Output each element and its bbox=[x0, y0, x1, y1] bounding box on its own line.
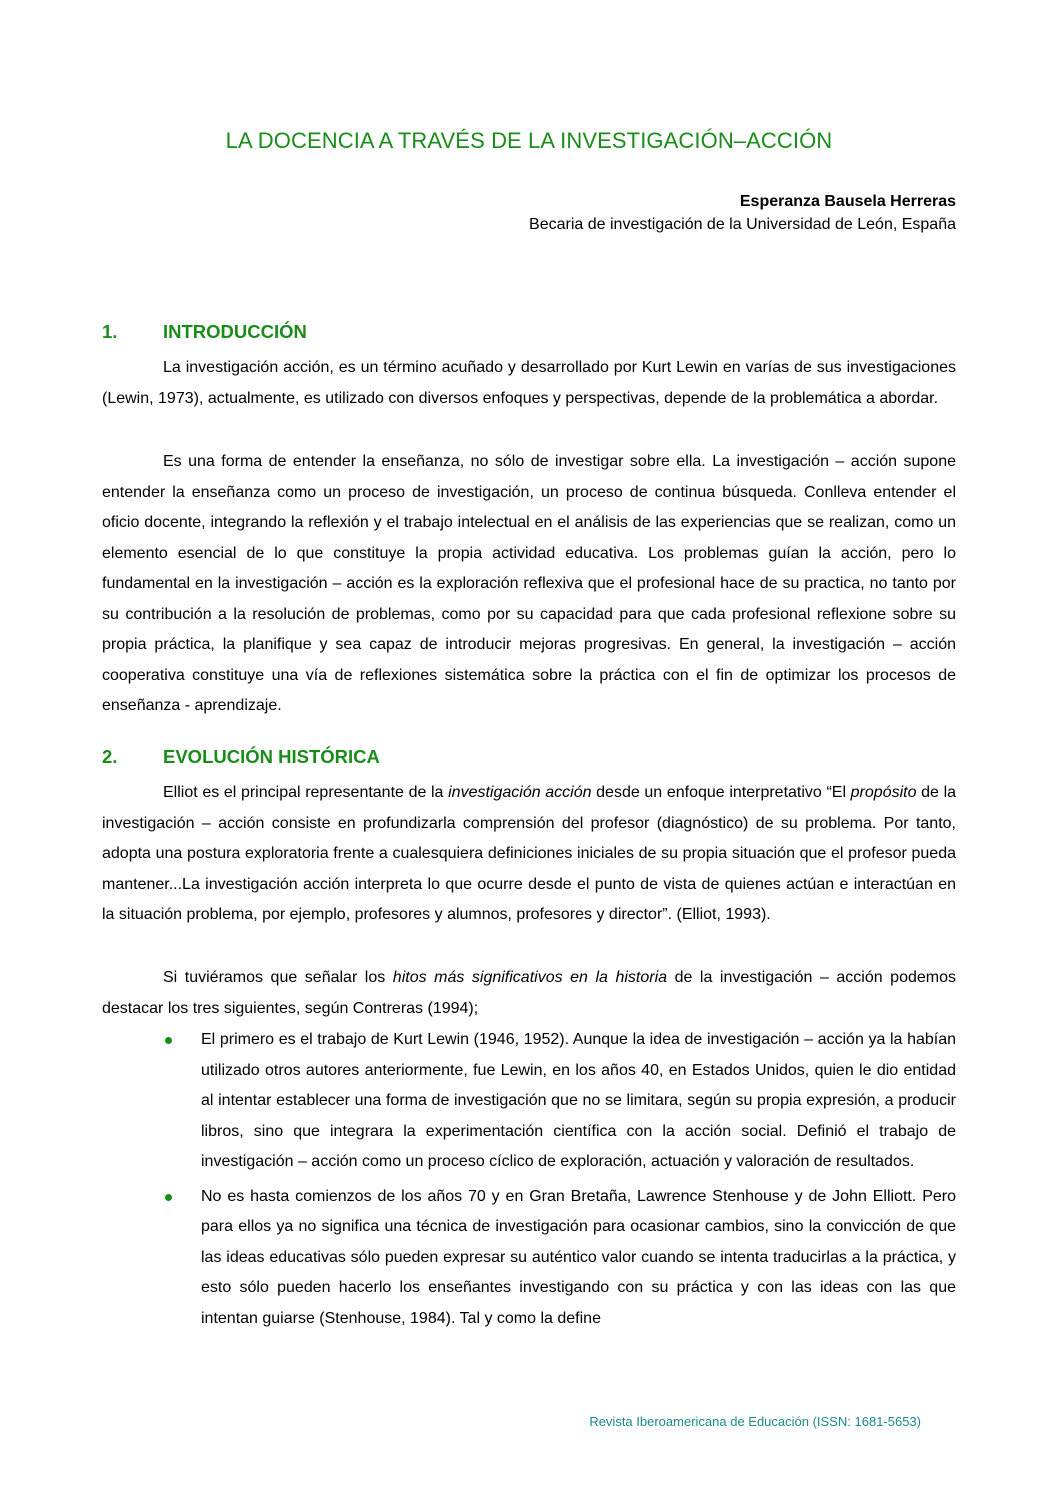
intro-paragraph-2 bbox=[102, 447, 956, 722]
bullet-icon bbox=[165, 1194, 172, 1201]
document-title: LA DOCENCIA A TRAVÉS DE LA INVESTIGACIÓN–ACCIÓN bbox=[225, 128, 833, 153]
evolucion-paragraph-1 bbox=[102, 778, 956, 931]
list-item-text: No es hasta comienzos de los años 70 y en Gran Bretaña, Lawrence Stenhouse y de John Elliott. Pero para ellos ya no significa una técnica de investigación para ocasionar cambios, sino la convicción de que las ideas educativas sólo pueden expresar su auténtico valor cuando se intenta traducirlas a la práctica, y esto sólo pueden hacerlo los enseñantes investigando con su práctica y con las ideas con las que intentan guiarse (Stenhouse, 1984). Tal y como la define bbox=[201, 1187, 956, 1327]
italic-term: hitos más significativos en la historia bbox=[392, 969, 668, 986]
milestones-list bbox=[160, 1025, 956, 1338]
list-item bbox=[160, 1182, 956, 1335]
author-block bbox=[529, 190, 956, 236]
text-run: de la investigación – acción consiste en profundizarla comprensión del profesor (diagnóstico) de su problema. Por tanto, adopta una postura exploratoria frente a cualesquiera definiciones iniciales de su propia situación que el profesor pueda mantener...La investigación acción interpreta lo que ocurre desde el punto de vista de quienes actúan e interactúan en la situación problema, por ejemplo, profesores y alumnos, profesores y director”. (Elliot, 1993). bbox=[102, 784, 957, 923]
author-affiliation: Becaria de investigación de la Universidad de León, España bbox=[529, 216, 956, 233]
author-name: Esperanza Bausela Herreras bbox=[739, 193, 956, 210]
bullet-icon bbox=[165, 1037, 172, 1044]
section-number: 2. bbox=[102, 746, 118, 767]
section-title: INTRODUCCIÓN bbox=[163, 321, 307, 342]
list-item-text: El primero es el trabajo de Kurt Lewin (1946, 1952). Aunque la idea de investigación – acción ya la habían utilizado otros autores anteriormente, fue Lewin, en los años 40, en Estados Unidos, quien le dio entidad al intentar establecer una forma de investigación que no se limitara, según su propia expresión, a producir libros, sino que integrara la experimentación científica con la acción social. Definió el trabajo de investigación – acción como un proceso cíclico de exploración, actuación y valoración de resultados. bbox=[201, 1031, 956, 1170]
section-heading-evolucion bbox=[102, 746, 380, 768]
text-run: Si tuviéramos que señalar los bbox=[163, 969, 393, 986]
paragraph-text: La investigación acción, es un término acuñado y desarrollado por Kurt Lewin en varías de sus investigaciones (Lewin, 1973), actualmente, es utilizado con diversos enfoques y perspectivas, depende de la problemática a abordar. bbox=[102, 359, 956, 407]
section-heading-introduccion bbox=[102, 321, 307, 343]
paragraph-text: Es una forma de entender la enseñanza, no sólo de investigar sobre ella. La investigación – acción supone entender la enseñanza como un proceso de investigación, un proceso de continua búsqueda. Conlleva entender el oficio docente, integrando la reflexión y el trabajo intelectual en el análisis de las experiencias que se realizan, como un elemento esencial de lo que constituye la propia actividad educativa. Los problemas guían la acción, pero lo fundamental en la investigación – acción es la exploración reflexiva que el profesional hace de su practica, no tanto por su contribución a la resolución de problemas, como por su capacidad para que cada profesional reflexione sobre su propia práctica, la planifique y sea capaz de introducir mejoras progresivas. En general, la investigación – acción cooperativa constituye una vía de reflexiones sistemática sobre la práctica con el fin de optimizar los procesos de enseñanza - aprendizaje. bbox=[102, 453, 956, 714]
text-run: desde un enfoque interpretativo “El bbox=[591, 784, 851, 801]
text-run: Elliot es el principal representante de la bbox=[163, 784, 449, 801]
intro-paragraph-1 bbox=[102, 353, 956, 414]
evolucion-paragraph-2 bbox=[102, 963, 956, 1024]
section-number: 1. bbox=[102, 321, 118, 342]
italic-term: propósito bbox=[850, 784, 917, 801]
text-run: de la investigación – acción podemos destacar los tres siguientes, según Contreras (1994); bbox=[102, 969, 956, 1017]
list-item bbox=[160, 1025, 956, 1178]
section-title: EVOLUCIÓN HISTÓRICA bbox=[163, 746, 380, 767]
journal-footer: Revista Iberoamericana de Educación (ISSN: 1681-5653) bbox=[589, 1414, 921, 1429]
italic-term: investigación acción bbox=[448, 784, 592, 801]
